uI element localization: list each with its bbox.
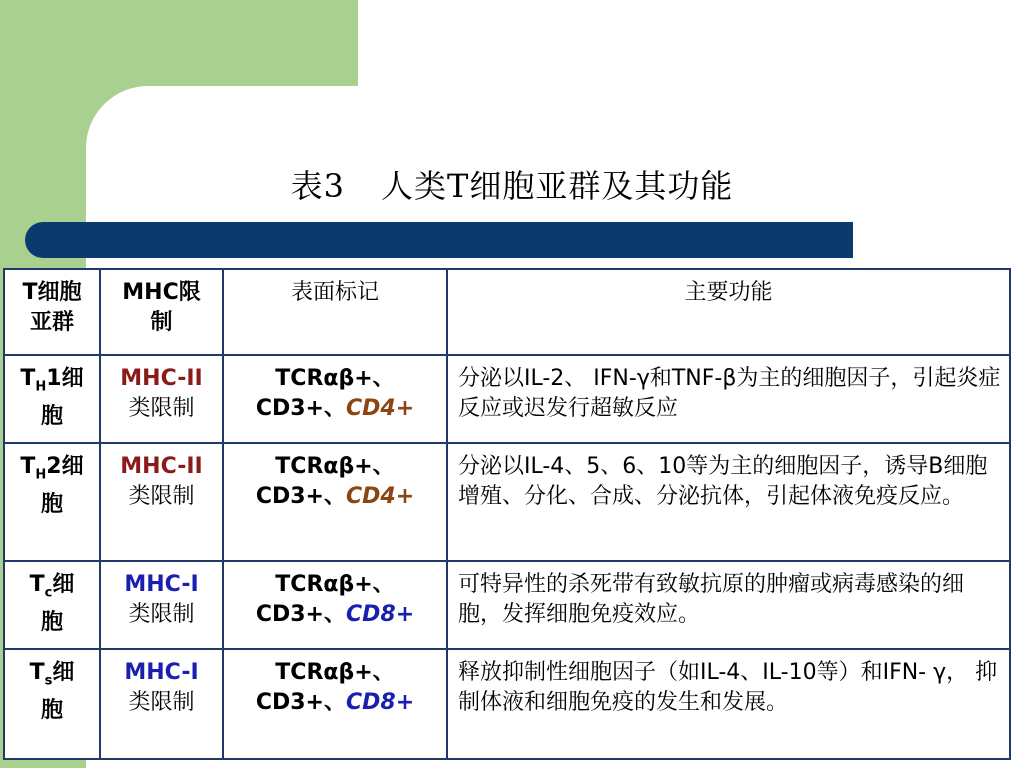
table-row [4,649,1010,759]
table-header-row [4,269,1010,355]
header-function: 主要功能 [447,269,1010,355]
marker-cd-line [230,482,440,512]
subgroup-line1: $T_s$细 [29,660,75,689]
cell-mhc [100,443,223,561]
cell-function: 释放抑制性细胞因子（如IL-4、IL-10等）和IFN- γ， 抑制体液和细胞免疫的发生和发展。 [447,649,1010,759]
marker-tcr: TCRαβ+、 [275,660,395,685]
subgroup-line1: $T_H2$细 [20,454,84,483]
cell-mhc [100,355,223,443]
subgroup-line2: 胞 [40,404,63,430]
table-number: 表3 [290,167,345,205]
mhc-class: MHC-I [124,572,199,597]
header-subgroup-line1: T细胞 [22,280,82,305]
marker-tcr: TCRαβ+、 [275,366,395,391]
marker-cd8: CD8+ [346,690,415,715]
cell-function: 可特异性的杀死带有致敏抗原的肿瘤或病毒感染的细胞，发挥细胞免疫效应。 [447,561,1010,649]
mhc-restriction: 类限制 [128,602,195,627]
subgroup-line2: 胞 [40,492,63,518]
subgroup-subscript: c [44,585,53,601]
marker-cd4: CD4+ [346,396,415,421]
subgroup-suffix: 细 [52,660,75,685]
cell-mhc [100,649,223,759]
cell-function: 分泌以IL-4、5、6、10等为主的细胞因子，诱导B细胞增殖、分化、合成、分泌抗体，引起体液免疫反应。 [447,443,1010,561]
marker-cd-line [230,600,440,630]
header-subgroup [4,269,100,355]
mhc-restriction: 类限制 [128,396,195,421]
marker-cd8: CD8+ [346,602,415,627]
mhc-class: MHC-II [120,454,203,479]
cell-markers [223,355,447,443]
marker-cd-line [230,394,440,424]
marker-cd3: CD3+、 [255,484,346,509]
subgroup-subscript: H [35,379,47,395]
subgroup-suffix: 2细 [46,454,84,479]
subgroup-line1: $T_H1$细 [20,366,84,395]
slide-title [0,161,1024,207]
marker-tcr: TCRαβ+、 [275,572,395,597]
subgroup-line2: 胞 [40,610,63,636]
subgroup-line2: 胞 [40,698,63,724]
marker-cd3: CD3+、 [255,602,346,627]
mhc-restriction: 类限制 [128,484,195,509]
header-markers: 表面标记 [223,269,447,355]
subgroup-suffix: 1细 [46,366,84,391]
subgroup-suffix: 细 [52,572,75,597]
cell-subgroup [4,649,100,759]
mhc-class: MHC-I [124,660,199,685]
marker-cd3: CD3+、 [255,690,346,715]
header-mhc [100,269,223,355]
subgroup-line1: $T_c$细 [29,572,75,601]
header-mhc-line2: 制 [150,310,173,335]
header-subgroup-line2: 亚群 [29,310,74,335]
marker-cd3: CD3+、 [255,396,346,421]
cell-markers [223,443,447,561]
marker-cd4: CD4+ [346,484,415,509]
cell-subgroup [4,355,100,443]
table-row [4,443,1010,561]
t-cell-subgroup-table [3,268,1011,760]
cell-function: 分泌以IL-2、 IFN-γ和TNF-β为主的细胞因子，引起炎症反应或迟发行超敏反应 [447,355,1010,443]
mhc-class: MHC-II [120,366,203,391]
title-underline-bar [25,222,853,258]
header-mhc-line1: MHC限 [122,280,201,305]
marker-cd-line [230,688,440,718]
marker-tcr: TCRαβ+、 [275,454,395,479]
title-text: 人类T细胞亚群及其功能 [381,167,734,205]
subgroup-subscript: s [44,673,53,689]
mhc-restriction: 类限制 [128,690,195,715]
cell-markers [223,649,447,759]
subgroup-subscript: H [35,467,47,483]
cell-mhc [100,561,223,649]
cell-subgroup [4,443,100,561]
table-row [4,355,1010,443]
table-row [4,561,1010,649]
cell-markers [223,561,447,649]
cell-subgroup [4,561,100,649]
